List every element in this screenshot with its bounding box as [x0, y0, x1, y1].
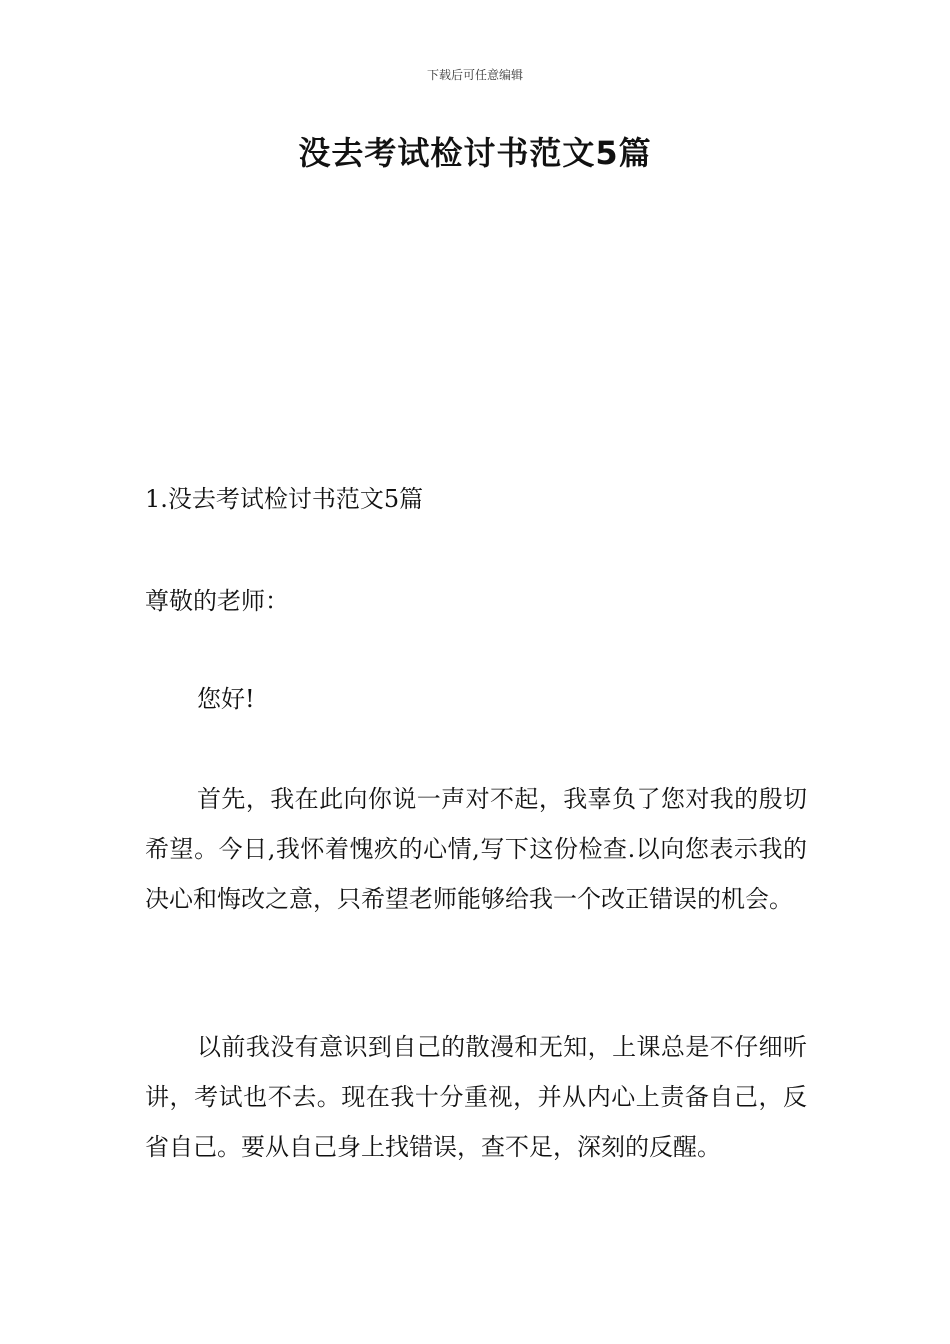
paragraph-1: 首先，我在此向你说一声对不起，我辜负了您对我的殷切希望。今日,我怀着愧疚的心情,写下这份检查.以向您表示我的决心和悔改之意，只希望老师能够给我一个改正错误的机会。: [145, 785, 807, 913]
section-heading: 1.没去考试检讨书范文5篇: [145, 485, 424, 513]
paragraph-2: 以前我没有意识到自己的散漫和无知，上课总是不仔细听讲，考试也不去。现在我十分重视，并从内心上责备自己，反省自己。要从自己身上找错误，查不足，深刻的反醒。: [145, 1033, 807, 1161]
document-title: 没去考试检讨书范文5篇: [298, 134, 652, 172]
header-note: 下载后可任意编辑: [426, 68, 523, 82]
salutation: 尊敬的老师：: [145, 587, 289, 615]
greeting: 您好!: [197, 685, 255, 713]
